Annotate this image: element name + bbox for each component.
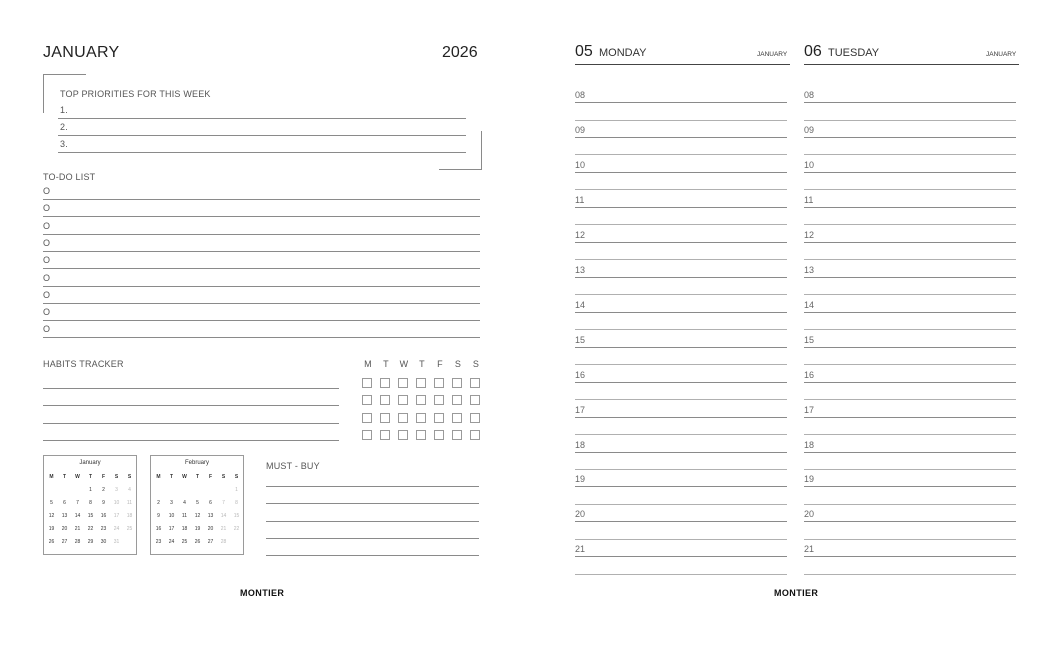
half-hour-line[interactable] <box>804 364 1016 365</box>
todo-line[interactable] <box>43 251 480 252</box>
hour-line[interactable] <box>575 172 787 173</box>
month-title: JANUARY <box>43 44 120 61</box>
habit-line[interactable] <box>43 405 339 406</box>
mini-calendar-date[interactable]: 24 <box>113 526 120 532</box>
mini-calendar-date[interactable]: 19 <box>48 526 55 532</box>
hour-label: 15 <box>575 334 586 345</box>
hour-label: 11 <box>575 194 585 205</box>
must-buy-title: MUST - BUY <box>266 461 320 471</box>
habit-day-label: W <box>399 359 409 369</box>
mini-calendar-date[interactable]: 27 <box>207 539 214 545</box>
hour-label: 21 <box>804 544 815 555</box>
mini-calendar-date[interactable]: 5 <box>196 500 199 506</box>
mini-calendar-weekday: W <box>75 474 80 480</box>
todo-bullet[interactable]: O <box>43 186 51 196</box>
hour-line[interactable] <box>804 382 1016 383</box>
habit-checkbox[interactable] <box>434 378 444 388</box>
mini-calendar-date[interactable]: 13 <box>207 513 214 519</box>
hour-label: 10 <box>575 159 586 170</box>
mini-calendar-date[interactable]: 16 <box>100 513 107 519</box>
mini-calendar-date[interactable]: 6 <box>63 500 66 506</box>
priority-line[interactable] <box>58 135 466 136</box>
mini-calendar-date[interactable]: 2 <box>102 487 105 493</box>
habits-title: HABITS TRACKER <box>43 359 124 369</box>
mini-calendar-february <box>150 455 244 555</box>
mini-calendar-date[interactable]: 24 <box>168 539 175 545</box>
habit-checkbox[interactable] <box>398 395 408 405</box>
half-hour-line[interactable] <box>804 504 1016 505</box>
hour-label: 18 <box>575 439 586 450</box>
mini-calendar-date[interactable]: 27 <box>61 539 68 545</box>
todo-bullet[interactable]: O <box>43 307 51 318</box>
habit-checkbox[interactable] <box>452 413 462 423</box>
mini-calendar-date[interactable]: 9 <box>102 500 105 506</box>
hour-line[interactable] <box>575 452 787 453</box>
habit-day-label: T <box>419 359 425 369</box>
day-number: 05 <box>575 43 593 60</box>
todo-title: TO-DO LIST <box>43 172 96 182</box>
half-hour-line[interactable] <box>575 259 787 260</box>
day-month: JANUARY <box>757 51 788 58</box>
priority-number: 1. <box>60 105 68 115</box>
priorities-title: TOP PRIORITIES FOR THIS WEEK <box>60 89 211 99</box>
hour-label: 11 <box>804 194 814 205</box>
hour-line[interactable] <box>804 417 1016 418</box>
half-hour-line[interactable] <box>804 259 1016 260</box>
must-buy-line[interactable] <box>266 538 479 539</box>
hour-line[interactable] <box>804 207 1016 208</box>
mini-calendar-date[interactable]: 28 <box>74 539 81 545</box>
mini-calendar-date[interactable]: 18 <box>126 513 133 519</box>
hour-label: 13 <box>575 264 586 275</box>
habit-line[interactable] <box>43 440 339 441</box>
habit-day-label: F <box>437 359 443 369</box>
habit-checkbox[interactable] <box>398 413 408 423</box>
mini-calendar-january <box>43 455 137 555</box>
mini-calendar-date[interactable]: 11 <box>181 513 188 519</box>
habit-checkbox[interactable] <box>398 378 408 388</box>
habit-line[interactable] <box>43 423 339 424</box>
half-hour-line[interactable] <box>575 434 787 435</box>
mini-calendar-date[interactable]: 1 <box>235 487 238 493</box>
hour-line[interactable] <box>804 521 1016 522</box>
habit-checkbox[interactable] <box>470 395 480 405</box>
day-name: TUESDAY <box>828 47 880 59</box>
mini-calendar-date[interactable]: 18 <box>181 526 188 532</box>
mini-calendar-date[interactable]: 10 <box>168 513 175 519</box>
must-buy-line[interactable] <box>266 486 479 487</box>
brand-logo-right: MONTIER <box>774 588 819 598</box>
half-hour-line[interactable] <box>575 120 787 121</box>
hour-line[interactable] <box>575 521 787 522</box>
priority-line[interactable] <box>58 152 466 153</box>
mini-calendar-date[interactable]: 4 <box>128 487 131 493</box>
habit-checkbox[interactable] <box>470 430 480 440</box>
hour-label: 14 <box>804 299 815 310</box>
habit-checkbox[interactable] <box>470 378 480 388</box>
habit-checkbox[interactable] <box>380 430 390 440</box>
habit-checkbox[interactable] <box>452 378 462 388</box>
mini-calendar-weekday: T <box>62 474 67 480</box>
priority-line[interactable] <box>58 118 466 119</box>
mini-calendar-date[interactable]: 3 <box>115 487 118 493</box>
habit-checkbox[interactable] <box>362 378 372 388</box>
habit-checkbox[interactable] <box>452 430 462 440</box>
half-hour-line[interactable] <box>804 469 1016 470</box>
mini-calendar-date[interactable]: 26 <box>194 539 201 545</box>
mini-calendar-weekday: W <box>182 474 187 480</box>
half-hour-line[interactable] <box>804 539 1016 540</box>
hour-label: 08 <box>575 90 586 100</box>
hour-line[interactable] <box>575 242 787 243</box>
day-month: JANUARY <box>986 51 1017 58</box>
mini-calendar-date[interactable]: 15 <box>233 513 240 519</box>
half-hour-line[interactable] <box>575 539 787 540</box>
half-hour-line[interactable] <box>575 504 787 505</box>
habit-day-label: T <box>383 359 389 369</box>
mini-calendar-date[interactable]: 20 <box>207 526 214 532</box>
mini-calendar-date[interactable]: 25 <box>181 539 188 545</box>
mini-calendar-date[interactable]: 22 <box>233 526 240 532</box>
mini-calendar-date[interactable]: 14 <box>220 513 227 519</box>
mini-calendar-date[interactable]: 1 <box>89 487 92 493</box>
half-hour-line[interactable] <box>804 329 1016 330</box>
must-buy-line[interactable] <box>266 503 479 504</box>
mini-calendar-weekday: S <box>221 474 226 480</box>
todo-bullet[interactable]: O <box>43 220 51 231</box>
mini-calendar-date[interactable]: 23 <box>155 539 162 545</box>
mini-calendar-weekday: S <box>234 474 239 480</box>
habit-checkbox[interactable] <box>362 395 372 405</box>
half-hour-line[interactable] <box>804 434 1016 435</box>
hour-label: 18 <box>804 439 815 450</box>
todo-bullet[interactable]: O <box>43 324 51 335</box>
habit-checkbox[interactable] <box>416 413 426 423</box>
todo-bullet[interactable]: O <box>43 237 51 248</box>
todo-bullet[interactable]: O <box>43 272 51 283</box>
mini-calendar-date[interactable]: 7 <box>222 500 225 506</box>
habit-checkbox[interactable] <box>416 378 426 388</box>
hour-line[interactable] <box>804 102 1016 103</box>
habit-checkbox[interactable] <box>362 430 372 440</box>
must-buy-line[interactable] <box>266 555 479 556</box>
year-title: 2026 <box>442 44 478 61</box>
priority-number: 3. <box>60 139 68 149</box>
todo-bullet[interactable]: O <box>43 203 51 214</box>
mini-calendar-date[interactable]: 8 <box>89 500 92 506</box>
mini-calendar-date[interactable]: 28 <box>220 539 227 545</box>
half-hour-line[interactable] <box>575 294 787 295</box>
half-hour-line[interactable] <box>575 329 787 330</box>
hour-label: 14 <box>575 299 586 310</box>
habit-checkbox[interactable] <box>452 395 462 405</box>
habit-checkbox[interactable] <box>380 413 390 423</box>
todo-line[interactable] <box>43 337 480 338</box>
hour-line[interactable] <box>804 137 1016 138</box>
mini-calendar-weekday: M <box>49 474 54 480</box>
half-hour-line[interactable] <box>575 364 787 365</box>
habit-checkbox[interactable] <box>380 378 390 388</box>
todo-bullet[interactable]: O <box>43 255 51 266</box>
hour-line[interactable] <box>804 452 1016 453</box>
day-header-rule <box>804 64 1019 65</box>
mini-calendar-date[interactable]: 10 <box>113 500 120 506</box>
hour-label: 20 <box>804 509 815 520</box>
day-number: 06 <box>804 43 822 60</box>
mini-calendar-date[interactable]: 20 <box>61 526 68 532</box>
mini-calendar-date[interactable]: 23 <box>100 526 107 532</box>
mini-calendar-date[interactable]: 4 <box>183 500 186 506</box>
hour-label: 20 <box>575 509 586 520</box>
mini-calendar-date[interactable]: 15 <box>87 513 94 519</box>
hour-line[interactable] <box>804 312 1016 313</box>
hour-line[interactable] <box>575 347 787 348</box>
hour-line[interactable] <box>804 242 1016 243</box>
mini-calendar-date[interactable]: 12 <box>194 513 201 519</box>
hour-label: 15 <box>804 334 815 345</box>
mini-calendar-date[interactable]: 9 <box>157 513 160 519</box>
half-hour-line[interactable] <box>804 574 1016 575</box>
hour-label: 08 <box>804 90 815 100</box>
todo-line[interactable] <box>43 320 480 321</box>
half-hour-line[interactable] <box>575 224 787 225</box>
hour-label: 09 <box>804 124 815 135</box>
mini-calendar-weekday: S <box>114 474 119 480</box>
habit-line[interactable] <box>43 388 339 389</box>
habit-day-label: S <box>454 359 462 369</box>
mini-calendar-date[interactable]: 25 <box>126 526 133 532</box>
habit-checkbox[interactable] <box>470 413 480 423</box>
half-hour-line[interactable] <box>804 120 1016 121</box>
priorities-bracket-bottom-right <box>439 131 482 170</box>
hour-line[interactable] <box>575 486 787 487</box>
mini-calendar-date[interactable]: 22 <box>87 526 94 532</box>
hour-line[interactable] <box>575 382 787 383</box>
hour-label: 16 <box>804 369 815 380</box>
mini-calendar-weekday: F <box>208 474 213 480</box>
half-hour-line[interactable] <box>804 189 1016 190</box>
hour-label: 19 <box>804 474 815 485</box>
mini-calendar-weekday: T <box>88 474 93 480</box>
half-hour-line[interactable] <box>804 154 1016 155</box>
mini-calendar-weekday: F <box>101 474 106 480</box>
habit-checkbox[interactable] <box>380 395 390 405</box>
todo-bullet[interactable]: O <box>43 289 51 300</box>
mini-calendar-date[interactable]: 5 <box>50 500 53 506</box>
habit-day-label: M <box>364 359 372 369</box>
mini-calendar-date[interactable]: 2 <box>157 500 160 506</box>
mini-calendar-title: January <box>79 460 101 466</box>
mini-calendar-date[interactable]: 31 <box>113 539 120 545</box>
habit-checkbox[interactable] <box>362 413 372 423</box>
hour-line[interactable] <box>575 277 787 278</box>
mini-calendar-date[interactable]: 21 <box>74 526 81 532</box>
priority-number: 2. <box>60 122 68 132</box>
hour-label: 13 <box>804 264 815 275</box>
must-buy-line[interactable] <box>266 521 479 522</box>
mini-calendar-date[interactable]: 13 <box>61 513 68 519</box>
hour-line[interactable] <box>804 347 1016 348</box>
half-hour-line[interactable] <box>804 224 1016 225</box>
mini-calendar-date[interactable]: 7 <box>76 500 79 506</box>
half-hour-line[interactable] <box>575 189 787 190</box>
half-hour-line[interactable] <box>804 294 1016 295</box>
todo-line[interactable] <box>43 268 480 269</box>
hour-line[interactable] <box>575 207 787 208</box>
mini-calendar-date[interactable]: 3 <box>170 500 173 506</box>
habit-day-label: S <box>472 359 480 369</box>
mini-calendar-date[interactable]: 6 <box>209 500 212 506</box>
hour-label: 12 <box>575 229 586 240</box>
hour-line[interactable] <box>575 417 787 418</box>
mini-calendar-title: February <box>184 460 209 466</box>
habit-checkbox[interactable] <box>434 413 444 423</box>
todo-line[interactable] <box>43 234 480 235</box>
day-name: MONDAY <box>599 47 647 59</box>
hour-line[interactable] <box>575 556 787 557</box>
hour-label: 17 <box>804 404 815 415</box>
hour-label: 17 <box>575 404 586 415</box>
habit-checkbox[interactable] <box>398 430 408 440</box>
mini-calendar-weekday: T <box>169 474 174 480</box>
half-hour-line[interactable] <box>575 469 787 470</box>
day-header-rule <box>575 64 790 65</box>
hour-label: 19 <box>575 474 586 485</box>
hour-label: 21 <box>575 544 586 555</box>
todo-line[interactable] <box>43 286 480 287</box>
mini-calendar-date[interactable]: 30 <box>100 539 107 545</box>
brand-logo-left: MONTIER <box>240 588 285 598</box>
hour-line[interactable] <box>804 486 1016 487</box>
half-hour-line[interactable] <box>575 399 787 400</box>
hour-label: 16 <box>575 369 586 380</box>
habit-checkbox[interactable] <box>416 430 426 440</box>
mini-calendar-weekday: S <box>127 474 132 480</box>
hour-label: 12 <box>804 229 815 240</box>
hour-line[interactable] <box>804 556 1016 557</box>
habit-checkbox[interactable] <box>434 395 444 405</box>
mini-calendar-weekday: M <box>156 474 161 480</box>
hour-line[interactable] <box>575 137 787 138</box>
hour-line[interactable] <box>575 312 787 313</box>
mini-calendar-date[interactable]: 21 <box>220 526 227 532</box>
todo-line[interactable] <box>43 199 480 200</box>
mini-calendar-date[interactable]: 16 <box>155 526 162 532</box>
hour-label: 10 <box>804 159 815 170</box>
mini-calendar-weekday: T <box>195 474 200 480</box>
mini-calendar-date[interactable]: 26 <box>48 539 55 545</box>
mini-calendar-date[interactable]: 14 <box>74 513 81 519</box>
mini-calendar-date[interactable]: 29 <box>87 539 94 545</box>
hour-line[interactable] <box>575 102 787 103</box>
hour-line[interactable] <box>804 172 1016 173</box>
hour-line[interactable] <box>804 277 1016 278</box>
hour-label: 09 <box>575 124 586 135</box>
mini-calendar-date[interactable]: 11 <box>126 500 133 506</box>
habit-checkbox[interactable] <box>416 395 426 405</box>
mini-calendar-date[interactable]: 17 <box>113 513 120 519</box>
habit-checkbox[interactable] <box>434 430 444 440</box>
mini-calendar-date[interactable]: 19 <box>194 526 201 532</box>
mini-calendar-date[interactable]: 17 <box>168 526 175 532</box>
todo-line[interactable] <box>43 216 480 217</box>
mini-calendar-date[interactable]: 8 <box>235 500 238 506</box>
todo-line[interactable] <box>43 303 480 304</box>
half-hour-line[interactable] <box>804 399 1016 400</box>
half-hour-line[interactable] <box>575 574 787 575</box>
mini-calendar-date[interactable]: 12 <box>48 513 55 519</box>
half-hour-line[interactable] <box>575 154 787 155</box>
